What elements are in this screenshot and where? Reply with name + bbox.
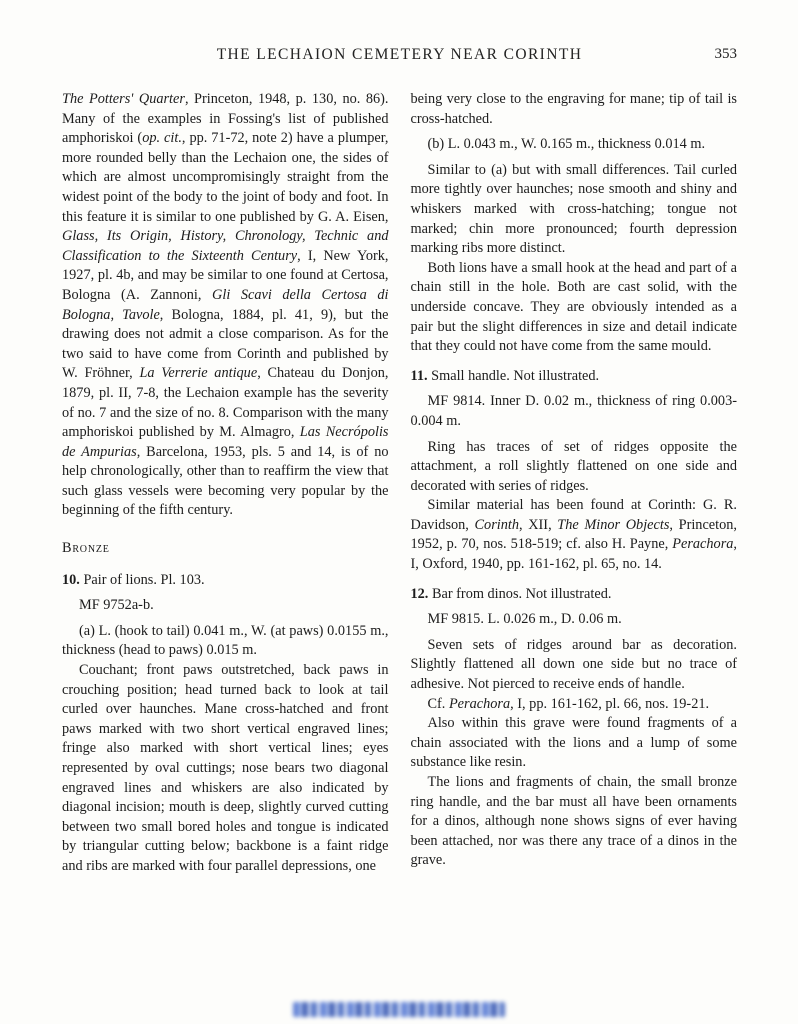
text-run: , Barcelona, 1953, pls. 5 and 14, is of no help chronologically, other than to reaffirm the view that such glass vessels were becoming very popular by the beginning of the fifth century.: [62, 443, 389, 519]
page-header: [62, 46, 737, 66]
text-run: , I, Oxford, 1940, pp. 161-162, pl. 65, no. 14.: [410, 536, 737, 573]
text-run: MF 9814. Inner D. 0.02 m., thickness of ring 0.003-0.004 m.: [410, 393, 737, 429]
entry-10-heading: [62, 571, 389, 591]
italic-text: La Verrerie antique: [139, 365, 258, 382]
page-number: 353: [714, 46, 737, 62]
comparanda-12: [411, 695, 738, 715]
text-run: MF 9815. L. 0.026 m., D. 0.06 m.: [427, 611, 622, 628]
text-run: , Bologna, 1884, pl. 41, 9), but the drawing does not admit a close comparison. As for the two said to have come from Corinth and published by W. Fröhner,: [62, 306, 389, 382]
italic-text: The Minor Objects: [557, 516, 670, 533]
italic-text: Gli Scavi della Certosa di Bologna, Tavole: [62, 286, 389, 323]
description-11: [411, 438, 738, 497]
description-10b: [411, 161, 738, 259]
text-run: , XII,: [519, 516, 558, 533]
italic-text: Perachora: [672, 536, 734, 553]
entry-11-heading: [411, 367, 738, 387]
description-10a: [62, 661, 389, 877]
text-run: , I, pp. 161-162, pl. 66, nos. 19-21.: [510, 695, 710, 712]
text-run: Small handle. Not illustrated.: [427, 367, 600, 384]
catalog-number-11: [411, 392, 738, 431]
italic-text: Corinth: [474, 516, 520, 533]
text-run: (b) L. 0.043 m., W. 0.165 m., thickness 0.014 m.: [427, 136, 706, 153]
comparanda-11: [411, 496, 738, 574]
text-run: , Princeton, 1948, p. 130, no. 86). Many of the examples in Fossing's list of published amphoriskoi (: [62, 91, 389, 147]
text-run: Cf.: [427, 695, 449, 712]
right-column: [411, 90, 738, 877]
entry-12-heading: [411, 585, 738, 605]
bold-text: 12.: [410, 585, 429, 602]
running-title: THE LECHAION CEMETERY NEAR CORINTH: [216, 46, 583, 63]
text-run: Bronze: [62, 540, 110, 557]
text-run: Also within this grave were found fragments of a chain associated with the lions and a lump of some substance like resin.: [410, 715, 737, 771]
bold-text: 11.: [410, 367, 428, 384]
measurements-10a: [62, 622, 389, 661]
paragraph-continuation-glass: [62, 90, 389, 521]
left-column: [62, 90, 389, 877]
catalog-number-10: [62, 596, 389, 616]
text-run: Similar to (a) but with small differences. Tail curled more tightly over haunches; nose smooth and shiny and whiskers marked with cross-hatching; tongue not marked; chin more pronounced; fourth depression marking ribs more distinct.: [410, 161, 737, 257]
note-dinos-ornaments: [411, 773, 738, 871]
text-run: , Princeton, 1952, p. 70, nos. 518-519; cf. also H. Payne,: [410, 516, 737, 553]
text-run: being very close to the engraving for mane; tip of tail is cross-hatched.: [410, 91, 737, 127]
text-run: Both lions have a small hook at the head and part of a chain still in the hole. Both are cast solid, with the underside concave. They are obviously intended as a pair but the slight differences in size and detail indicate that they could not have come from the same mould.: [410, 259, 737, 355]
note-grave-contents: [411, 714, 738, 773]
text-run: , pp. 71-72, note 2) have a plumper, more rounded belly than the Lechaion one, the sides of which are almost uncompromisingly straight from the widest point of the body to the joint of body and foot. In this feature it is similar to one published by G. A. Eisen,: [62, 130, 389, 225]
italic-text: Perachora: [448, 695, 511, 712]
text-run: The lions and fragments of chain, the small bronze ring handle, and the bar must all have been ornaments for a dinos, although none shows signs of ever having been attached, nor was there any trace of a dinos in the grave.: [410, 774, 737, 869]
text-run: MF 9752a-b.: [79, 597, 154, 614]
text-run: Pair of lions. Pl. 103.: [79, 571, 205, 588]
section-heading-bronze: [62, 539, 389, 559]
text-run: Couchant; front paws outstretched, back paws in crouching position; head turned back to look at tail curled over haunches. Mane cross-hatched and front paws marked with two short vertical engraved lines; fringe also marked with short vertical lines; eyes represented by oval cuttings; nose bears two diagonal engraved lines and whiskers are also indicated by diagonal incision; mouth is deep, slightly curved cutting between two small bored holes and tongue is indicated by triangular cutting below; backbone is a faint ridge and ribs are marked with four parallel depressions, one: [62, 662, 389, 874]
description-both-lions: [411, 259, 738, 357]
paragraph-continuation-lion: [411, 90, 738, 129]
bold-text: 10.: [62, 571, 80, 588]
two-column-text: [62, 90, 737, 877]
text-run: , I, New York, 1927, pl. 4b, and may be similar to one found at Certosa, Bologna (A. Zannoni,: [62, 247, 389, 303]
text-run: Ring has traces of set of ridges opposite the attachment, a roll slightly flattened on one side and decorated with series of ridges.: [410, 438, 737, 494]
description-12: [411, 636, 738, 695]
text-run: , Chateau du Donjon, 1879, pl. II, 7-8, the Lechaion example has the severity of no. 7 and the size of no. 8. Comparison with the many amphoriskoi published by M. Almagro,: [62, 365, 389, 441]
text-run: Similar material has been found at Corinth: G. R. Davidson,: [410, 497, 737, 533]
text-run: Bar from dinos. Not illustrated.: [428, 585, 612, 602]
italic-text: Glass, Its Origin, History, Chronology, Technic and Classification to the Sixteenth Century: [62, 228, 389, 264]
text-run: (a) L. (hook to tail) 0.041 m., W. (at paws) 0.0155 m., thickness (head to paws) 0.015 m.: [62, 622, 389, 659]
blurred-watermark: [293, 1002, 505, 1017]
text-run: Seven sets of ridges around bar as decoration. Slightly flattened all down one side but no trace of adhesive. Not pierced to receive ends of handle.: [410, 636, 737, 693]
italic-text: op. cit.: [142, 130, 182, 147]
measurements-10b: [411, 135, 738, 155]
catalog-number-12: [411, 610, 738, 630]
italic-text: The Potters' Quarter: [62, 91, 185, 107]
italic-text: Las Necrópolis de Ampurias: [62, 424, 389, 460]
